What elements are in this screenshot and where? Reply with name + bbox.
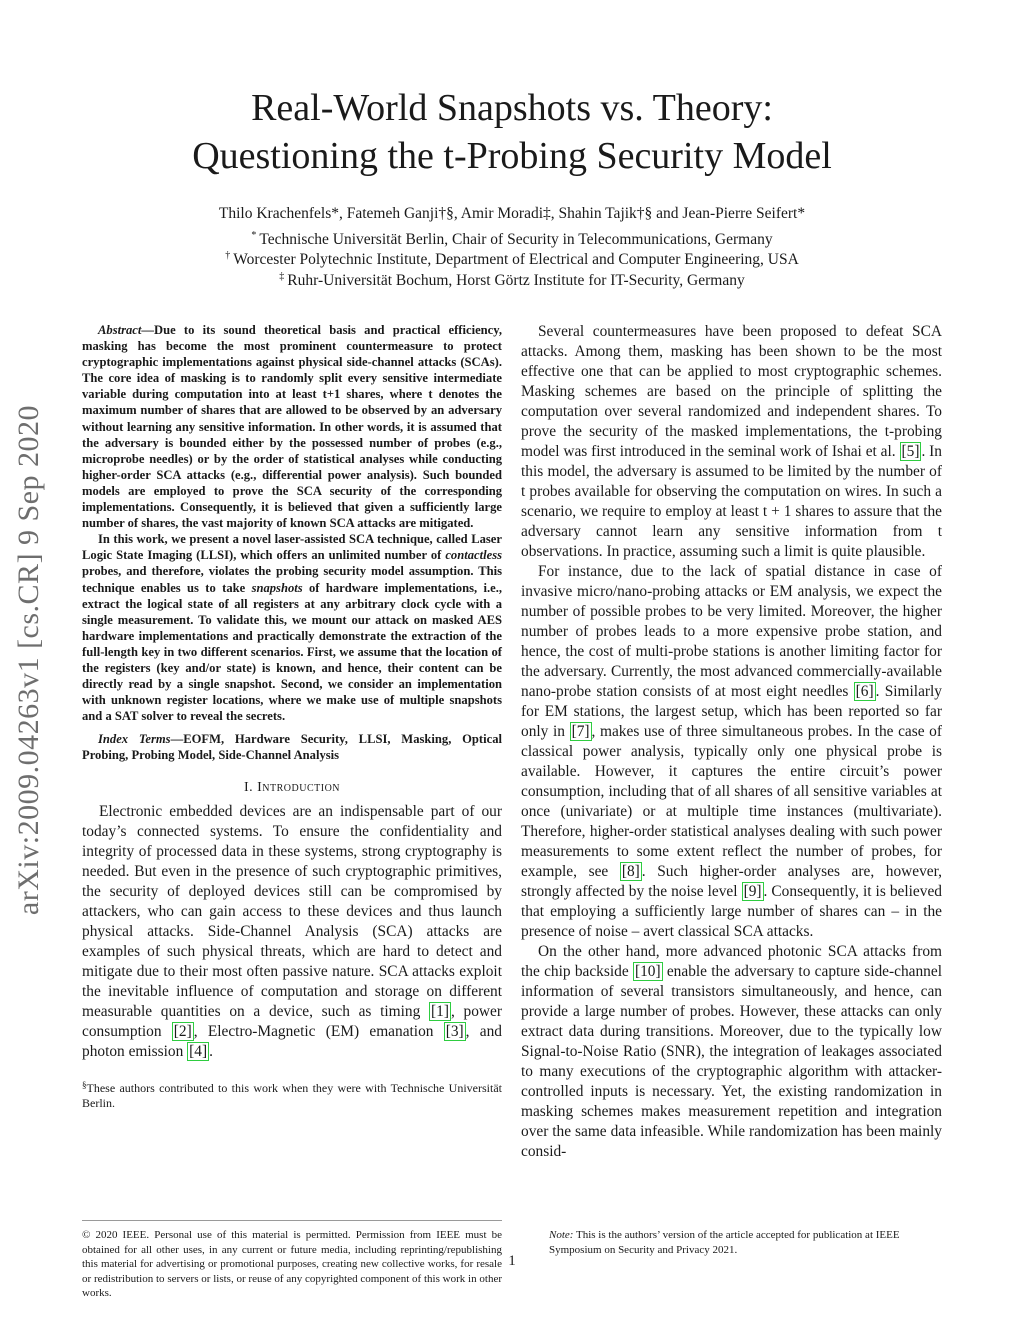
section-heading-introduction xyxy=(82,780,502,796)
affiliation-3 xyxy=(0,266,1024,291)
index-terms xyxy=(82,731,502,763)
intro-text: Electronic embedded devices are an indispensable part of our today’s connected systems. To ensure the confidentiality and integrity of processed data in these systems, strong cryptography is needed. But even in the presence of such cryptographic primitives, the security of deployed devices still can be compromised by attackers, who can gain access to these devices and thus launch physical attacks. Side-Channel Analysis (SCA) attacks are examples of such physical threats, which are hard to detect and mitigate due to their most often passive nature. SCA attacks exploit the inevitable influence of computation and storage on different measurable quantities on a device, such as timing xyxy=(82,802,502,1020)
citation-link-3[interactable]: [3] xyxy=(445,1022,464,1040)
affiliation-marker: † xyxy=(225,250,231,261)
abstract-emphasis-contactless: contactless xyxy=(445,548,502,563)
abstract-text-1: —Due to its sound theoretical basis and practical efficiency, masking has become the most prominent countermeasure to protect cryptographic implementations against physical side-channel attacks (SCAs). The core idea of masking is to randomly split every sensitive intermediate variable during computation into at least t+1 shares, where t denotes the maximum number of shares that are allowed to be observed by an adversary without learning any sensitive information. In other words, it is assumed that the adversary is bounded either by the possessed number of probes (e.g., microprobe needles) or by the order of statistical analyses while conducting higher-order SCA attacks (e.g., differential power analysis). Such bounded models are employed to prove the SCA security of the corresponding implementations. Consequently, it is believed that given a sufficiently large number of shares, the vast majority of known SCA attacks are mitigated. xyxy=(82,323,502,531)
affiliation-text: Worcester Polytechnic Institute, Department of Electrical and Computer Engineering, USA xyxy=(233,251,799,268)
citation-link-9[interactable]: [9] xyxy=(743,883,762,900)
paper-title-line-2: Questioning the t-Probing Security Model xyxy=(192,135,832,177)
page-number: 1 xyxy=(508,1253,516,1269)
body-text: . Such higher-order analyses are, however, strongly affected by the noise level xyxy=(521,863,942,900)
citation-link-2[interactable]: [2] xyxy=(173,1022,192,1040)
author-list: Thilo Krachenfels*, Fatemeh Ganji†§, Amir Moradi‡, Shahin Tajik†§ and Jean-Pierre Seifert* xyxy=(218,205,806,222)
arxiv-stamp-text: arXiv:2009.04263v1 [cs.CR] 9 Sep 2020 xyxy=(12,404,45,916)
right-paragraph-2 xyxy=(521,562,942,942)
body-text: . In this model, the adversary is assumed to be limited by the number of t probes available for observing the computation on wires. In such a scenario, we require to employ at least t + 1 shares to assure that the adversary cannot learn any sensitive information from t observations. In practice, assuming such a limit is quite plausible. xyxy=(521,443,942,560)
abstract-emphasis-snapshots: snapshots xyxy=(251,580,303,595)
author-footnote xyxy=(82,1078,502,1111)
index-terms-text: —EOFM, Hardware Security, LLSI, Masking, Optical Probing, Probing Model, Side-Channel Analysis xyxy=(82,732,502,763)
left-column xyxy=(82,322,502,1111)
abstract-label: Abstract xyxy=(98,323,142,337)
abstract-text-2b: probes, and therefore, violates the probing security model assumption. This technique enables us to take xyxy=(82,564,502,595)
intro-text: , Electro-Magnetic (EM) emanation xyxy=(193,1022,444,1040)
citation-link-5[interactable]: [5] xyxy=(901,443,920,460)
body-text: For instance, due to the lack of spatial distance in case of invasive micro/nano-probing attacks or EM analysis, we expect the number of possible probes to be very limited. Moreover, the higher number of probes leads to a more expensive probe station, and hence, the cost of multi-probe stations is another limiting factor for the adversary. Currently, the most advanced commercially-available nano-probe station consists of at most eight needles xyxy=(521,563,942,700)
right-paragraph-1 xyxy=(521,322,942,562)
body-text: enable the adversary to capture side-channel information of several transistors simultaneously, and hence, can provide a large number of probes. However, these attacks can only extract data during transitions. Moreover, due to the typically low Signal-to-Noise Ratio (SNR), the integration of leakages associated to many executions of the cryptographic algorithm with attacker-controlled inputs is necessary. Yet, the existing randomization in masking schemes makes measurement repetition and integration over the same data infeasible. While randomization has been mainly consid- xyxy=(521,963,942,1160)
note-text: This is the authors’ version of the article accepted for publication at IEEE Symposium on Security and Privacy 2021. xyxy=(549,1229,900,1256)
intro-text: , power consumption xyxy=(82,1002,502,1040)
affiliation-text: Ruhr-Universität Bochum, Horst Görtz Institute for IT-Security, Germany xyxy=(287,272,745,289)
right-column xyxy=(521,322,942,1162)
affiliation-marker: ‡ xyxy=(279,271,285,282)
footnote-marker: § xyxy=(82,1079,87,1090)
citation-link-6[interactable]: [6] xyxy=(855,683,874,700)
right-paragraph-3 xyxy=(521,942,942,1162)
intro-paragraph-1 xyxy=(82,802,502,1062)
abstract-paragraph-1 xyxy=(82,322,502,531)
body-text: . Consequently, it is believed that employing a sufficiently large number of shares can – in the presence of noise – avert classical SCA attacks. xyxy=(521,883,942,940)
section-number: I. xyxy=(243,779,254,795)
abstract-paragraph-2 xyxy=(82,531,502,724)
index-terms-label: Index Terms xyxy=(98,732,171,747)
publication-note xyxy=(549,1228,944,1257)
body-text: . Similarly for EM stations, the largest setup, which has been reported so far only in xyxy=(521,683,942,740)
citation-link-7[interactable]: [7] xyxy=(571,723,590,740)
paper-title-line-1: Real-World Snapshots vs. Theory: xyxy=(251,87,773,129)
affiliation-text: Technische Universität Berlin, Chair of Security in Telecommunications, Germany xyxy=(259,231,773,248)
arxiv-stamp xyxy=(6,360,52,960)
abstract-text-2c: of hardware implementations, i.e., extract the logical state of all registers at any arbitrary clock cycle with a single measurement. To validate this, we mount our attack on masked AES hardware implementations and practically demonstrate the extraction of the full-length key in two different scenarios. First, we assume that the location of the registers (key and/or state) is known, and hence, their content can be directly read by a single snapshot. Second, we consider an implementation with unknown register locations, where we make use of multiple snapshots and a SAT solver to reveal the secrets. xyxy=(82,580,502,724)
copyright-notice: © 2020 IEEE. Personal use of this material is permitted. Permission from IEEE must be obtained for all other uses, in any current or future media, including reprinting/republishing this material for advertising or promotional purposes, creating new collective works, for resale or redistribution to servers or lists, or reuse of any copyrighted component of this work in other works. xyxy=(82,1229,502,1299)
citation-link-1[interactable]: [1] xyxy=(431,1002,449,1020)
citation-link-8[interactable]: [8] xyxy=(621,863,640,880)
intro-text: . xyxy=(209,1042,213,1060)
abstract-text-2a: In this work, we present a novel laser-assisted SCA technique, called Laser Logic State Imaging (LLSI), which offers an unlimited number of xyxy=(82,532,502,563)
footnote-text: These authors contributed to this work when they were with Technische Universität Berlin. xyxy=(82,1080,502,1110)
body-text: On the other hand, more advanced photonic SCA attacks from the chip backside xyxy=(521,943,942,980)
body-text: , makes use of three simultaneous probes. In the case of classical power analysis, typically only one physical probe is available. However, it captures the entire circuit’s power consumption, including that of all shares of all sensitive variables at once (univariate) or at multiple time instances (multivariate). Therefore, higher-order statistical analyses dealing with such power measurements to some extent reflect the number of probes, for example, see xyxy=(521,723,943,880)
note-label: Note: xyxy=(549,1229,574,1241)
section-title: Introduction xyxy=(257,779,341,795)
intro-text: , and photon emission xyxy=(82,1022,502,1060)
citation-link-10[interactable]: [10] xyxy=(634,963,661,980)
citation-link-4[interactable]: [4] xyxy=(189,1042,208,1060)
body-text: Several countermeasures have been proposed to defeat SCA attacks. Among them, masking has been shown to be the most effective one that can be applied to most cryptographic schemes. Masking schemes are based on the principle of splitting the computation over several randomized and independent shares. To prove the security of the masked implementations, the t-probing model was first introduced in the seminal work of Ishai et al. xyxy=(521,323,942,460)
affiliation-marker: * xyxy=(251,230,257,241)
